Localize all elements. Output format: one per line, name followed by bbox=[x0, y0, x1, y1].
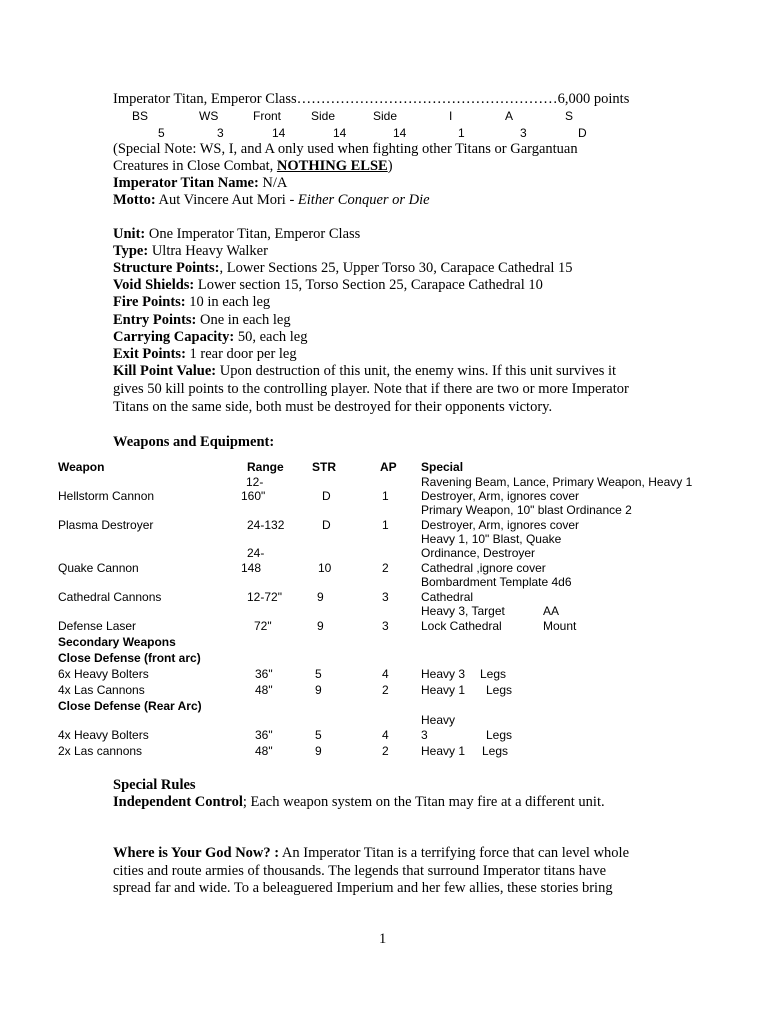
laser-str: 9 bbox=[317, 619, 324, 633]
hellstorm-str: D bbox=[322, 489, 331, 503]
front-las-range: 48" bbox=[255, 683, 273, 697]
hellstorm-name: Hellstorm Cannon bbox=[58, 489, 155, 503]
nothing-else-emphasis: NOTHING ELSE bbox=[276, 158, 388, 174]
stat-label-side1: Side bbox=[311, 109, 336, 123]
rear-arc-heading: Close Defense (Rear Arc) bbox=[58, 699, 202, 713]
titan-name-line bbox=[113, 175, 287, 192]
type-value: Ultra Heavy Walker bbox=[148, 243, 268, 259]
stat-value-side1: 14 bbox=[333, 126, 347, 140]
titan-name-value: N/A bbox=[258, 175, 288, 191]
carry-line bbox=[113, 329, 308, 346]
laser-special-above-a: Heavy 3, Target bbox=[421, 604, 505, 618]
unit-line bbox=[113, 226, 360, 243]
plasma-name: Plasma Destroyer bbox=[58, 518, 154, 532]
col-str-header: STR bbox=[312, 460, 336, 474]
laser-special-a: Lock Cathedral bbox=[421, 619, 502, 633]
stat-label-i: I bbox=[449, 109, 453, 123]
cathedral-range: 12-72" bbox=[247, 590, 282, 604]
plasma-str: D bbox=[322, 518, 331, 532]
entry-value: One in each leg bbox=[196, 312, 291, 328]
special-note-line2 bbox=[113, 158, 393, 175]
laser-name: Defense Laser bbox=[58, 619, 137, 633]
col-special-header: Special bbox=[421, 460, 464, 474]
stat-value-side2: 14 bbox=[393, 126, 407, 140]
col-ap-header: AP bbox=[380, 460, 397, 474]
front-las-str: 9 bbox=[315, 683, 322, 697]
rear-las-ap: 2 bbox=[382, 744, 389, 758]
rear-bolters-range: 36" bbox=[255, 728, 273, 742]
titan-name-label: Imperator Titan Name: bbox=[113, 175, 259, 191]
col-weapon-header: Weapon bbox=[58, 460, 105, 474]
front-las-ap: 2 bbox=[382, 683, 389, 697]
kill-label: Kill Point Value: bbox=[113, 363, 217, 379]
front-las-special-a: Heavy 1 bbox=[421, 683, 466, 697]
cathedral-special: Cathedral bbox=[421, 590, 474, 604]
unit-label: Unit: bbox=[113, 226, 146, 242]
stat-value-s: D bbox=[578, 126, 587, 140]
laser-range: 72" bbox=[254, 619, 272, 633]
independent-control-text: ; Each weapon system on the Titan may fire at a different unit. bbox=[242, 794, 605, 810]
motto-line bbox=[113, 192, 430, 209]
quake-special-1: Heavy 1, 10" Blast, Quake bbox=[421, 532, 562, 546]
kill-value: Upon destruction of this unit, the enemy wins. If this unit survives it bbox=[216, 363, 617, 379]
rear-bolters-name: 4x Heavy Bolters bbox=[58, 728, 149, 742]
structure-value: , Lower Sections 25, Upper Torso 30, Carapace Cathedral 15 bbox=[219, 260, 573, 276]
stat-value-i: 1 bbox=[458, 126, 465, 140]
front-bolters-special-a: Heavy 3 bbox=[421, 667, 466, 681]
motto-value: Aut Vincere Aut Mori - bbox=[155, 192, 298, 208]
rear-las-range: 48" bbox=[255, 744, 273, 758]
void-label: Void Shields: bbox=[113, 277, 195, 293]
unit-value: One Imperator Titan, Emperor Class bbox=[145, 226, 361, 242]
rear-bolters-ap: 4 bbox=[382, 728, 389, 742]
stat-value-a: 3 bbox=[520, 126, 527, 140]
front-las-name: 4x Las Cannons bbox=[58, 683, 145, 697]
god-now-label: Where is Your God Now? : bbox=[113, 845, 280, 861]
independent-control-label: Independent Control bbox=[113, 794, 243, 810]
rear-bolters-special-a: 3 bbox=[421, 728, 428, 742]
laser-ap: 3 bbox=[382, 619, 389, 633]
rear-las-special-b: Legs bbox=[482, 744, 509, 758]
laser-special-above-b: AA bbox=[543, 604, 560, 618]
rear-bolters-special-top: Heavy bbox=[421, 713, 456, 727]
col-range-header: Range bbox=[247, 460, 284, 474]
exit-line bbox=[113, 346, 297, 363]
page-number: 1 bbox=[379, 931, 387, 947]
quake-special-3: Cathedral ,ignore cover bbox=[421, 561, 546, 575]
note-text: Creatures in Close Combat, bbox=[113, 158, 277, 174]
quake-range-top: 24- bbox=[247, 546, 265, 560]
fire-line bbox=[113, 294, 270, 311]
exit-label: Exit Points: bbox=[113, 346, 186, 362]
entry-line bbox=[113, 312, 291, 329]
rear-bolters-str: 5 bbox=[315, 728, 322, 742]
front-bolters-str: 5 bbox=[315, 667, 322, 681]
cathedral-ap: 3 bbox=[382, 590, 389, 604]
special-rules-heading: Special Rules bbox=[113, 777, 196, 793]
carry-value: 50, each leg bbox=[234, 329, 308, 345]
motto-label: Motto: bbox=[113, 192, 156, 208]
fire-label: Fire Points: bbox=[113, 294, 186, 310]
hellstorm-special-2: Destroyer, Arm, ignores cover bbox=[421, 489, 580, 503]
god-now-line1 bbox=[113, 845, 629, 862]
quake-range-bottom: 148 bbox=[241, 561, 262, 575]
title-line: Imperator Titan, Emperor Class………………………………………………6,000 points bbox=[113, 91, 630, 107]
entry-label: Entry Points: bbox=[113, 312, 197, 328]
plasma-ap: 1 bbox=[382, 518, 389, 532]
stat-value-front: 14 bbox=[272, 126, 286, 140]
secondary-weapons-heading: Secondary Weapons bbox=[58, 635, 176, 649]
rear-las-str: 9 bbox=[315, 744, 322, 758]
front-arc-heading: Close Defense (front arc) bbox=[58, 651, 201, 665]
god-now-line3: spread far and wide. To a beleaguered Imperium and her few allies, these stories bring bbox=[113, 880, 613, 896]
laser-special-b: Mount bbox=[543, 619, 577, 633]
carry-label: Carrying Capacity: bbox=[113, 329, 235, 345]
stat-label-side2: Side bbox=[373, 109, 398, 123]
quake-special-2: Ordinance, Destroyer bbox=[421, 546, 536, 560]
hellstorm-ap: 1 bbox=[382, 489, 389, 503]
stat-value-bs: 5 bbox=[158, 126, 165, 140]
stat-label-front: Front bbox=[253, 109, 282, 123]
kill-line bbox=[113, 363, 616, 380]
quake-ap: 2 bbox=[382, 561, 389, 575]
quake-name: Quake Cannon bbox=[58, 561, 139, 575]
type-label: Type: bbox=[113, 243, 149, 259]
rear-las-special-a: Heavy 1 bbox=[421, 744, 466, 758]
stat-label-bs: BS bbox=[132, 109, 149, 123]
front-las-special-b: Legs bbox=[486, 683, 513, 697]
stat-value-ws: 3 bbox=[217, 126, 224, 140]
kill-line2: gives 50 kill points to the controlling player. Note that if there are two or more Imperator bbox=[113, 381, 629, 397]
cathedral-special-above: Bombardment Template 4d6 bbox=[421, 575, 572, 589]
hellstorm-special-1: Ravening Beam, Lance, Primary Weapon, Heavy 1 bbox=[421, 475, 693, 489]
god-now-line2: cities and route armies of thousands. The legends that surround Imperator titans have bbox=[113, 863, 606, 879]
plasma-range: 24-132 bbox=[247, 518, 285, 532]
independent-control-line bbox=[113, 794, 605, 811]
motto-translation: Either Conquer or Die bbox=[297, 192, 430, 208]
void-value: Lower section 15, Torso Section 25, Carapace Cathedral 10 bbox=[194, 277, 543, 293]
stat-label-a: A bbox=[505, 109, 514, 123]
quake-str: 10 bbox=[318, 561, 332, 575]
front-bolters-range: 36" bbox=[255, 667, 273, 681]
cathedral-str: 9 bbox=[317, 590, 324, 604]
front-bolters-special-b: Legs bbox=[480, 667, 507, 681]
front-bolters-name: 6x Heavy Bolters bbox=[58, 667, 149, 681]
structure-line bbox=[113, 260, 573, 277]
stat-label-ws: WS bbox=[199, 109, 219, 123]
front-bolters-ap: 4 bbox=[382, 667, 389, 681]
stat-label-s: S bbox=[565, 109, 574, 123]
god-now-text1: An Imperator Titan is a terrifying force that can level whole bbox=[279, 845, 630, 861]
fire-value: 10 in each leg bbox=[185, 294, 271, 310]
type-line bbox=[113, 243, 268, 260]
special-note-line1: (Special Note: WS, I, and A only used when fighting other Titans or Gargantuan bbox=[113, 141, 578, 157]
cathedral-name: Cathedral Cannons bbox=[58, 590, 162, 604]
rear-las-name: 2x Las cannons bbox=[58, 744, 143, 758]
kill-line3: Titans on the same side, both must be destroyed for their opponents victory. bbox=[113, 399, 553, 415]
structure-label: Structure Points: bbox=[113, 260, 220, 276]
plasma-special: Destroyer, Arm, ignores cover bbox=[421, 518, 580, 532]
exit-value: 1 rear door per leg bbox=[185, 346, 297, 362]
hellstorm-range-top: 12- bbox=[246, 475, 264, 489]
hellstorm-range-bottom: 160" bbox=[241, 489, 266, 503]
note-close: ) bbox=[387, 158, 393, 174]
plasma-special-above: Primary Weapon, 10" blast Ordinance 2 bbox=[421, 503, 632, 517]
weapons-heading: Weapons and Equipment: bbox=[113, 434, 275, 450]
void-line bbox=[113, 277, 543, 294]
rear-bolters-special-b: Legs bbox=[486, 728, 513, 742]
